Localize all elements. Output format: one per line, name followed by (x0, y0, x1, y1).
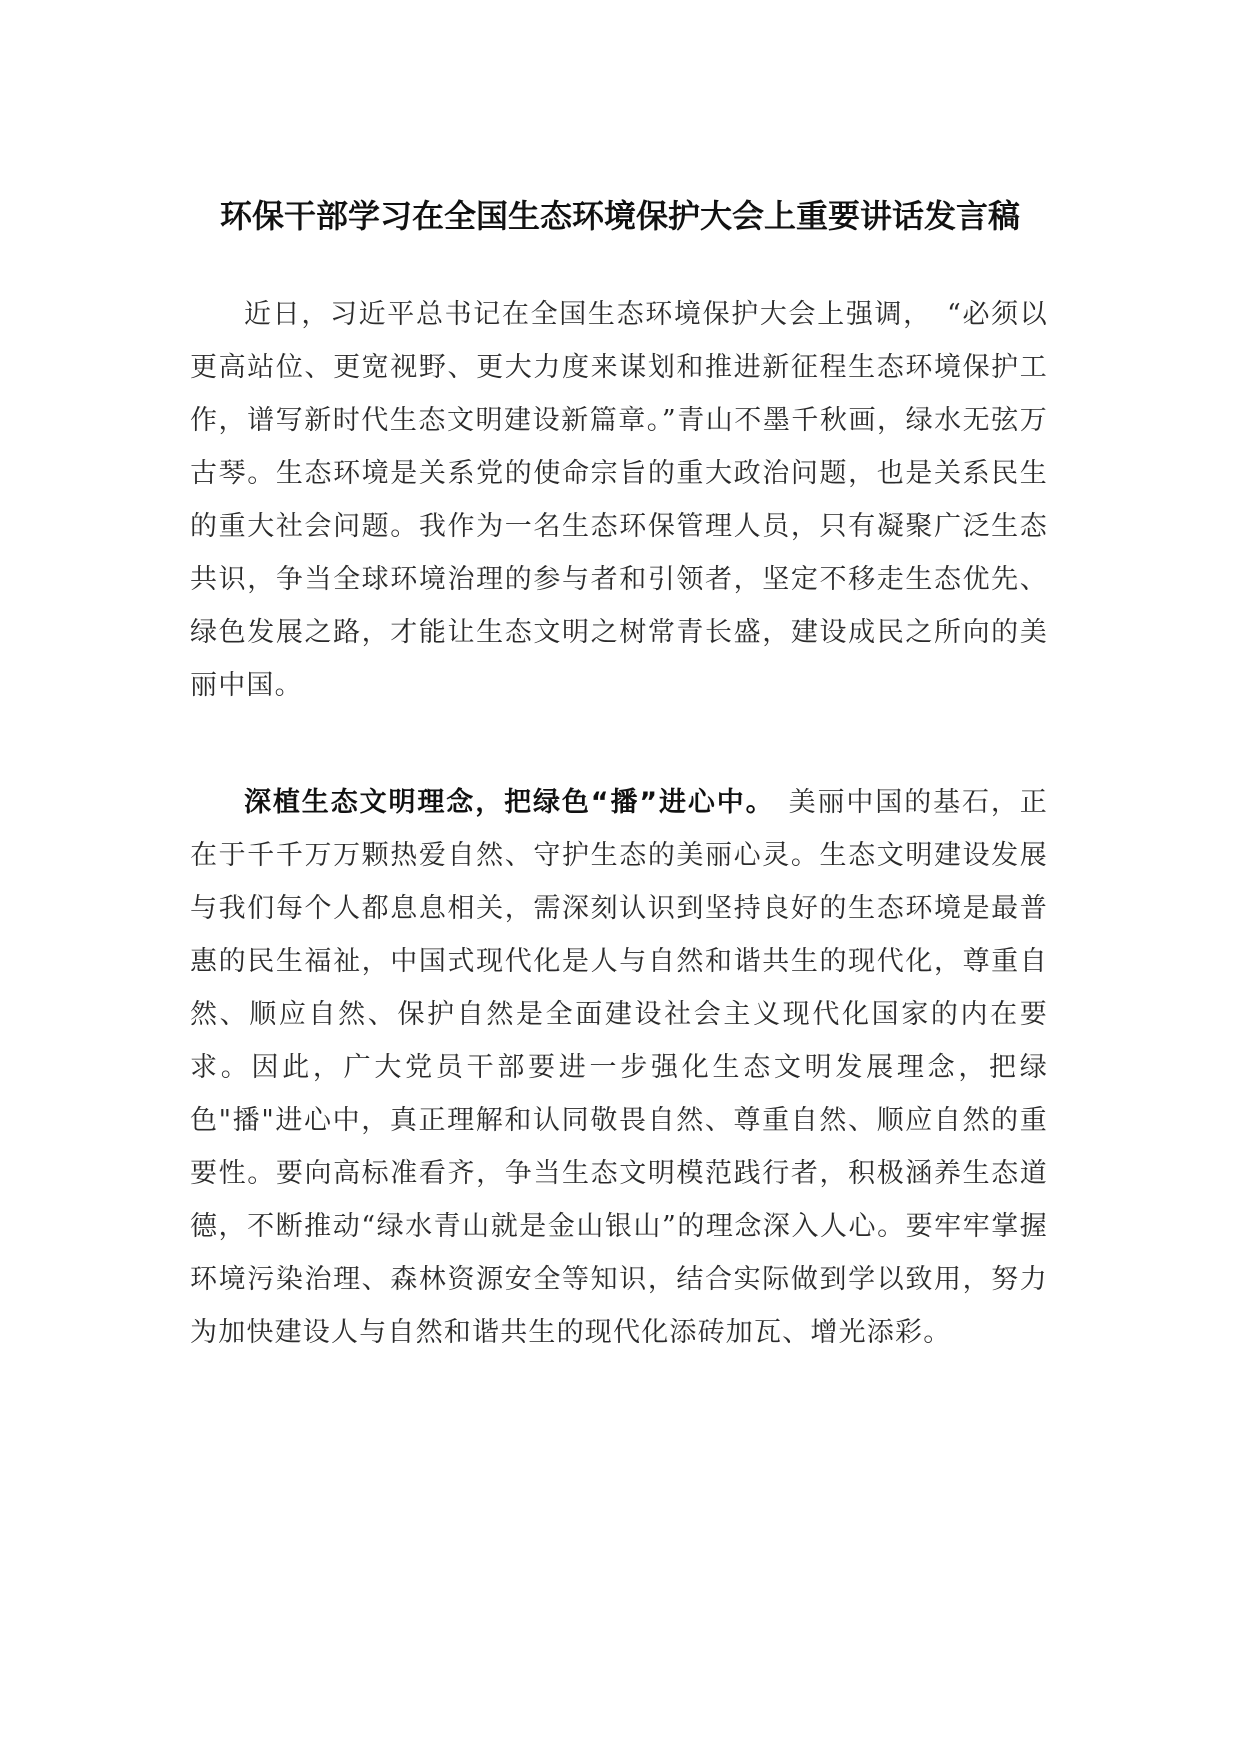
document-title: 环保干部学习在全国生态环境保护大会上重要讲话发言稿 (219, 197, 1020, 235)
paragraph-section-1 (190, 776, 1048, 1359)
paragraph-section-1-text: 美丽中国的基石，正在于千千万万颗热爱自然、守护生态的美丽心灵。生态文明建设发展与我们每个人都息息相关，需深刻认识到坚持良好的生态环境是最普惠的民生福祉，中国式现代化是人与自然和谐共生的现代化，尊重自然、顺应自然、保护自然是全面建设社会主义现代化国家的内在要求。因此，广大党员干部要进一步强化生态文明发展理念，把绿色"播"进心中，真正理解和认同敬畏自然、尊重自然、顺应自然的重要性。要向高标准看齐，争当生态文明模范践行者，积极涵养生态道德，不断推动“绿水青山就是金山银山”的理念深入人心。要牢牢掌握环境污染治理、森林资源安全等知识，结合实际做到学以致用，努力为加快建设人与自然和谐共生的现代化添砖加瓦、增光添彩。 (190, 787, 1048, 1348)
section-heading: 深植生态文明理念，把绿色“播”进心中。 (244, 787, 775, 818)
paragraph-intro-text: 近日，习近平总书记在全国生态环境保护大会上强调， “必须以更高站位、更宽视野、更大力度来谋划和推进新征程生态环境保护工作，谱写新时代生态文明建设新篇章。”青山不墨千秋画，绿水无弦万古琴。生态环境是关系党的使命宗旨的重大政治问题，也是关系民生的重大社会问题。我作为一名生态环保管理人员，只有凝聚广泛生态共识，争当全球环境治理的参与者和引领者，坚定不移走生态优先、绿色发展之路，才能让生态文明之树常青长盛，建设成民之所向的美丽中国。 (190, 299, 1048, 701)
paragraph-intro (190, 288, 1048, 712)
